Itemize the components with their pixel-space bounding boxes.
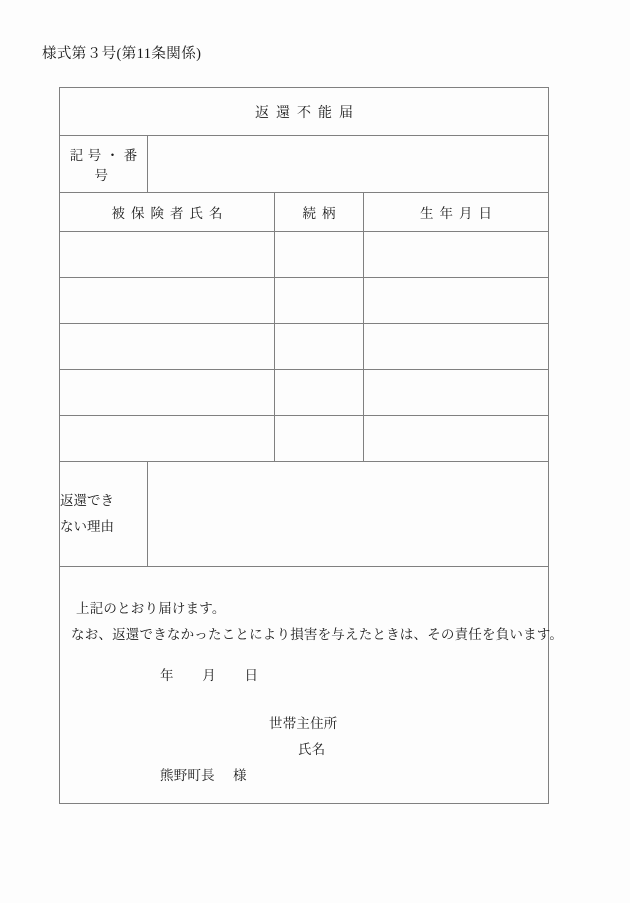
form-number-header: 様式第３号(第11条関係) <box>42 46 202 62</box>
cell-birth-date[interactable] <box>364 324 549 370</box>
statement-row <box>60 567 549 804</box>
addressee-honorific: 様 <box>232 768 247 783</box>
reason-label-line2: ない理由 <box>60 519 114 534</box>
column-header-birth-date <box>364 193 549 232</box>
relationship-header-label: 続柄 <box>302 206 342 221</box>
statement-inner <box>60 567 564 803</box>
notification-form-table <box>59 87 564 804</box>
cell-birth-date[interactable] <box>364 416 549 462</box>
birth-date-header-label: 生年月日 <box>420 206 498 221</box>
date-month-label: 月 <box>202 668 216 683</box>
cell-insured-name[interactable] <box>60 278 275 324</box>
symbol-number-input-cell[interactable] <box>148 136 549 193</box>
statement-cell <box>60 567 564 804</box>
reason-label-cell <box>60 462 148 567</box>
page-title: 返還不能届 <box>255 105 360 121</box>
cell-relationship[interactable] <box>275 416 364 462</box>
insured-name-header-label: 被保険者氏名 <box>111 206 229 221</box>
title-row <box>60 88 549 136</box>
cell-relationship[interactable] <box>275 232 364 278</box>
column-header-insured-name <box>60 193 275 232</box>
cell-relationship[interactable] <box>275 370 364 416</box>
table-row <box>60 324 549 370</box>
cell-insured-name[interactable] <box>60 232 275 278</box>
cell-insured-name[interactable] <box>60 324 275 370</box>
householder-address-label: 世帯主住所 <box>269 716 338 731</box>
symbol-number-label: 記号・番号 <box>69 148 142 183</box>
cell-relationship[interactable] <box>275 324 364 370</box>
table-row <box>60 416 549 462</box>
reason-input-cell[interactable] <box>148 462 549 567</box>
cell-birth-date[interactable] <box>364 370 549 416</box>
symbol-number-row <box>60 136 549 193</box>
symbol-number-label-cell <box>60 136 148 193</box>
statement-line-2: なお、返還できなかったことにより損害を与えたときは、その責任を負います。 <box>71 627 564 642</box>
reason-label-line1: 返還でき <box>60 492 114 508</box>
cell-insured-name[interactable] <box>60 370 275 416</box>
table-row <box>60 232 549 278</box>
addressee-label: 熊野町長 <box>160 768 215 783</box>
table-row <box>60 370 549 416</box>
addressee-line <box>160 767 247 786</box>
table-row <box>60 278 549 324</box>
table-header-row <box>60 193 549 232</box>
cell-insured-name[interactable] <box>60 416 275 462</box>
date-year-label: 年 <box>160 668 174 683</box>
date-line[interactable] <box>160 667 258 686</box>
form-title-cell <box>60 88 549 136</box>
cell-birth-date[interactable] <box>364 232 549 278</box>
date-day-label: 日 <box>244 668 258 683</box>
reason-row <box>60 462 549 567</box>
householder-name-label: 氏名 <box>298 742 326 757</box>
cell-relationship[interactable] <box>275 278 364 324</box>
statement-line-1: 上記のとおり届けます。 <box>76 601 226 616</box>
cell-birth-date[interactable] <box>364 278 549 324</box>
column-header-relationship <box>275 193 364 232</box>
